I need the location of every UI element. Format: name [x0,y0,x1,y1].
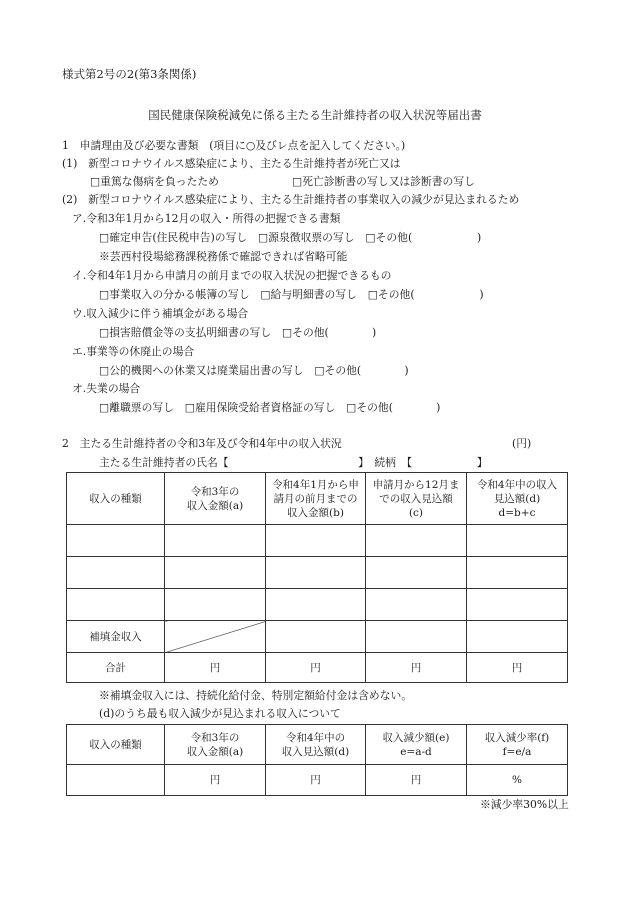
r4-expected-cell[interactable]: 円 [266,765,366,796]
item1-option-severe-illness: □重篤な傷病を負ったため [90,175,219,188]
table-header-row [67,725,568,765]
subitem-e-heading: エ.事業等の休廃止の場合 [72,345,195,358]
table-row [67,557,568,589]
total-r3-cell[interactable]: 円 [165,653,266,683]
item1-option-certificate: □死亡診断書の写し又は診断書の写し [292,175,475,188]
subitem-a-options: □確定申告(住民税申告)の写し □源泉徴収票の写し □その他( ) [99,231,482,244]
reduction-subheading: (d)のうち最も収入減少が見込まれる収入について [99,707,341,720]
subitem-o-heading: オ.失業の場合 [72,382,141,395]
subitem-i-options: □事業収入の分かる帳簿の写し □給与明細書の写し □その他( ) [99,288,484,301]
amount-cell[interactable] [165,525,266,557]
amount-cell[interactable] [266,525,366,557]
table-row [67,765,568,796]
amount-cell[interactable] [467,525,568,557]
header-income-type: 収入の種類 [67,725,165,765]
reduction-table [66,724,568,796]
subitem-u-heading: ウ.収入減少に伴う補填金がある場合 [72,307,249,320]
amount-cell[interactable] [165,557,266,589]
section2-heading: 2 主たる生計維持者の令和3年及び令和4年中の収入状況 [62,437,342,450]
subitem-u-options: □損害賠償金等の支払明細書の写し □その他( ) [99,326,377,339]
total-row [67,653,568,683]
name-relationship-row: 主たる生計維持者の氏名【 】 続柄 【 】 [99,456,488,469]
subitem-o-options: □離職票の写し □雇用保険受給者資格証の写し □その他( ) [99,401,441,414]
total-label: 合計 [67,653,165,683]
header-reduction-amount: 収入減少額(e) e=a-d [366,725,467,765]
amount-cell[interactable] [266,589,366,621]
income-type-cell[interactable] [67,765,165,796]
subsidy-note: ※補填金収入には、持続化給付金、特別定額給付金は含めない。 [99,689,413,702]
amount-cell[interactable] [366,525,467,557]
amount-cell[interactable] [467,621,568,653]
item2-line1: (2) 新型コロナウイルス感染症により、主たる生計維持者の事業収入の減少が見込まれるため [62,193,520,206]
amount-cell[interactable] [467,557,568,589]
form-id: 様式第2号の2(第3条関係) [62,67,197,81]
header-r3-income: 令和3年の 収入金額(a) [165,473,266,525]
amount-cell[interactable] [165,589,266,621]
amount-cell[interactable] [266,621,366,653]
subsidy-row [67,621,568,653]
income-table [66,472,568,683]
header-r4-to-prev-month: 令和4年1月から申 請月の前月までの 収入金額(b) [266,473,366,525]
amount-cell[interactable] [366,589,467,621]
income-type-cell[interactable] [67,525,165,557]
table-row [67,589,568,621]
subitem-a-note: ※芸西村役場総務課税務係で確認できれば省略可能 [99,250,348,263]
header-r4-expected: 令和4年中の 収入見込額(d) [266,725,366,765]
item1-line1: (1) 新型コロナウイルス感染症により、主たる生計維持者が死亡又は [62,157,401,170]
header-income-type: 収入の種類 [67,473,165,525]
amount-cell[interactable] [366,557,467,589]
amount-cell[interactable] [366,621,467,653]
total-c-cell[interactable]: 円 [366,653,467,683]
total-b-cell[interactable]: 円 [266,653,366,683]
header-expected-to-dec: 申請月から12月ま での収入見込額 (c) [366,473,467,525]
amount-cell[interactable] [266,557,366,589]
subitem-i-heading: イ.令和4年1月から申請月の前月までの収入状況の把握できるもの [72,269,392,282]
header-reduction-rate: 収入減少率(f) f=e/a [467,725,568,765]
table-row [67,525,568,557]
reduction-amount-cell[interactable]: 円 [366,765,467,796]
unit-label: (円) [512,437,532,450]
reduction-rate-note: ※減少率30%以上 [480,798,569,811]
amount-cell[interactable] [467,589,568,621]
section1-heading: 1 申請理由及び必要な書類 (項目に○及びレ点を記入してください。) [62,139,406,152]
subsidy-r3-diagonal [165,621,266,653]
reduction-rate-cell[interactable]: % [467,765,568,796]
subsidy-label: 補填金収入 [67,621,165,653]
document-title: 国民健康保険税減免に係る主たる生計維持者の収入状況等届出書 [148,108,482,122]
income-type-cell[interactable] [67,557,165,589]
subitem-e-options: □公的機関への休業又は廃業届出書の写し □その他( ) [99,364,409,377]
header-r4-expected: 令和4年中の収入 見込額(d) d=b+c [467,473,568,525]
total-d-cell[interactable]: 円 [467,653,568,683]
header-r3-income: 令和3年の 収入金額(a) [165,725,266,765]
subitem-a-heading: ア.令和3年1月から12月の収入・所得の把握できる書類 [72,212,341,225]
table-header-row [67,473,568,525]
income-type-cell[interactable] [67,589,165,621]
r3-amount-cell[interactable]: 円 [165,765,266,796]
